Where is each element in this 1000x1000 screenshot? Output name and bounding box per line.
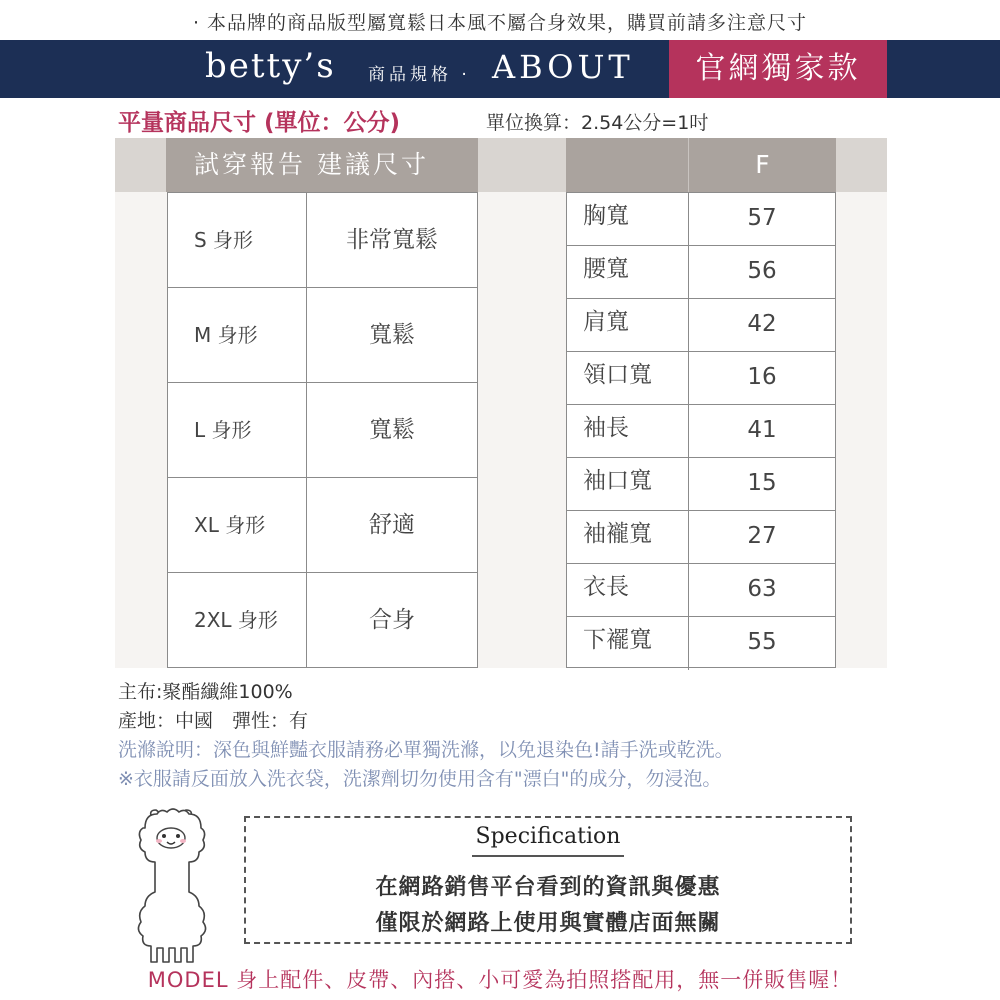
model-accessories-notice: MODEL 身上配件、皮帶、內搭、小可愛為拍照搭配用，無一併販售喔！ <box>147 968 853 992</box>
measurement-row <box>567 405 835 458</box>
measurement-value: 42 <box>747 311 777 337</box>
fit-row <box>168 383 477 478</box>
header-band-right <box>836 138 887 192</box>
size-f-header: F <box>688 138 836 192</box>
specification-underline <box>472 855 624 857</box>
header-band-left <box>115 138 166 192</box>
measurement-row <box>567 617 835 670</box>
measurement-name-header <box>566 138 688 192</box>
spec-label: 商品規格 · <box>368 65 471 85</box>
fit-description: 舒適 <box>369 512 415 538</box>
store-unrelated-notice: 僅限於網路上使用與實體店面無關 <box>375 911 721 936</box>
measurement-value: 27 <box>747 523 777 549</box>
fit-description: 寬鬆 <box>369 322 415 348</box>
fit-row <box>168 288 477 383</box>
measurement-value: 16 <box>747 364 777 390</box>
alpaca-icon <box>130 806 220 966</box>
measurement-row <box>567 352 835 405</box>
measurement-name: 袖長 <box>567 405 689 458</box>
measurement-row <box>567 246 835 299</box>
measurement-name: 領口寬 <box>567 352 689 405</box>
specification-title: Specification <box>475 824 621 849</box>
fit-row <box>168 573 477 668</box>
measurement-value: 63 <box>747 576 777 602</box>
measurement-name: 胸寬 <box>567 193 689 246</box>
measurement-name: 肩寬 <box>567 299 689 352</box>
wash-instructions: 洗滌說明：深色與鮮豔衣服請務必單獨洗滌，以免退染色!請手洗或乾洗。 <box>118 739 734 761</box>
measurement-name: 腰寬 <box>567 246 689 299</box>
fit-description: 寬鬆 <box>369 417 415 443</box>
measurement-name: 袖襱寬 <box>567 511 689 564</box>
sizing-notice: · 本品牌的商品版型屬寬鬆日本風不屬合身效果，購買前請多注意尺寸 <box>192 12 808 34</box>
size-section-title: 平量商品尺寸 (單位：公分) <box>118 110 401 136</box>
body-size-label: 2XL 身形 <box>168 573 307 668</box>
measurement-row <box>567 299 835 352</box>
body-size-label: M 身形 <box>168 288 307 383</box>
measurement-value: 41 <box>747 417 777 443</box>
measurement-row <box>567 193 835 246</box>
about-title: ABOUT <box>492 48 634 86</box>
measurement-value: 55 <box>747 629 777 655</box>
body-size-label: S 身形 <box>168 193 307 288</box>
measurement-name: 衣長 <box>567 564 689 617</box>
measurement-value: 56 <box>747 258 777 284</box>
origin-elasticity-info: 產地：中國 彈性：有 <box>118 710 309 732</box>
fit-description: 非常寬鬆 <box>346 227 438 253</box>
fit-description: 合身 <box>369 607 415 633</box>
measurement-value: 57 <box>747 205 777 231</box>
header-band-middle <box>478 138 566 192</box>
measurement-row <box>567 511 835 564</box>
online-only-notice: 在網路銷售平台看到的資訊與優惠 <box>375 875 721 900</box>
exclusive-badge: 官網獨家款 <box>669 40 887 98</box>
brand-logo: betty’s <box>205 46 336 86</box>
fit-report-header: 試穿報告 建議尺寸 <box>166 138 478 192</box>
unit-conversion: 單位換算：2.54公分=1吋 <box>486 112 709 134</box>
measurement-row <box>567 564 835 617</box>
wash-warning: ※衣服請反面放入洗衣袋，洗潔劑切勿使用含有"漂白"的成分，勿浸泡。 <box>118 768 722 790</box>
measurement-row <box>567 458 835 511</box>
fabric-info: 主布:聚酯纖維100% <box>118 681 293 703</box>
measurement-name: 下襬寬 <box>567 617 689 670</box>
fit-report-table <box>167 192 478 668</box>
fit-row <box>168 193 477 288</box>
measurement-value: 15 <box>747 470 777 496</box>
body-size-label: L 身形 <box>168 383 307 478</box>
measurement-table <box>566 192 836 668</box>
specification-box <box>244 816 852 944</box>
measurement-name: 袖口寬 <box>567 458 689 511</box>
fit-row <box>168 478 477 573</box>
body-size-label: XL 身形 <box>168 478 307 573</box>
header-banner <box>0 40 1000 98</box>
